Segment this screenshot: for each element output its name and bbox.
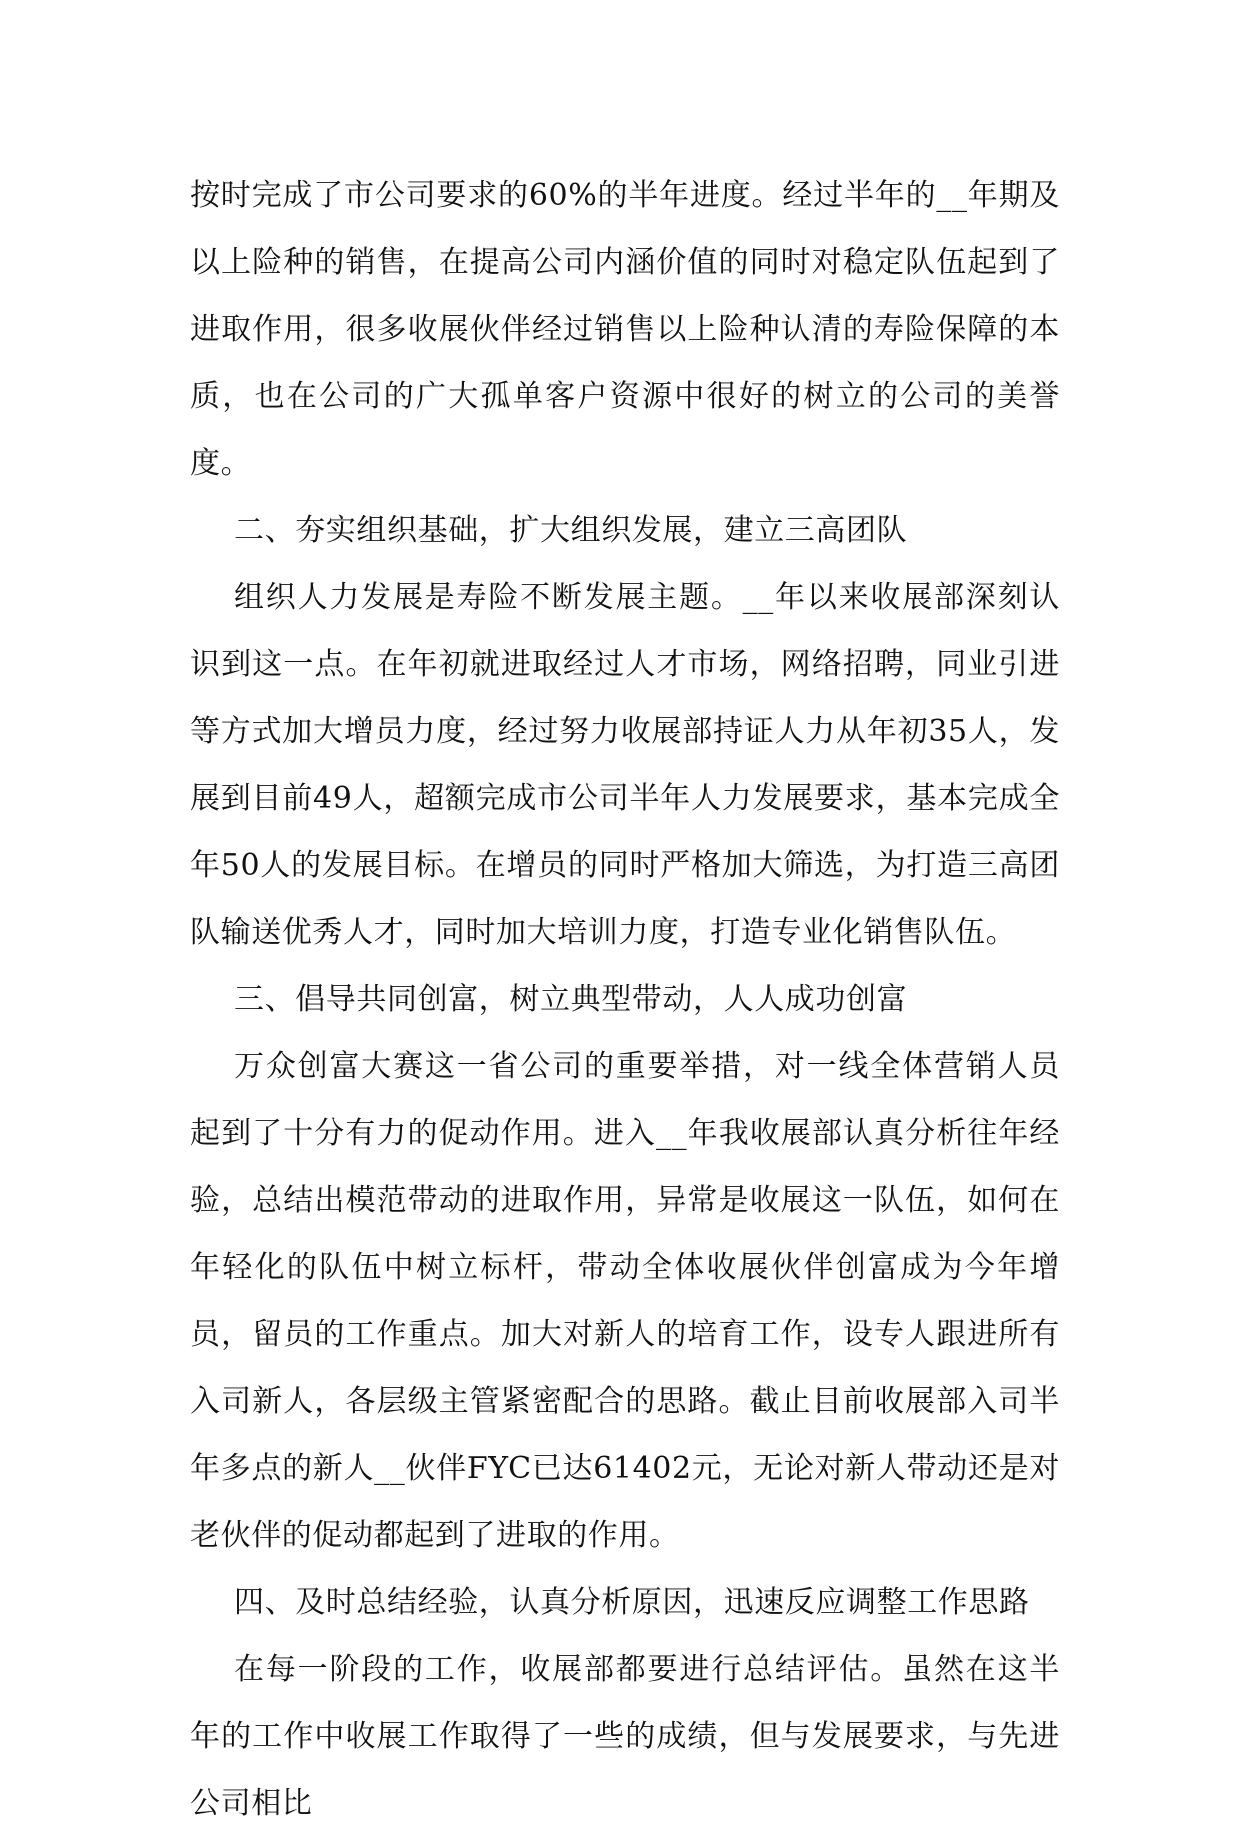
section-heading-experience-summary: 四、及时总结经验，认真分析原因，迅速反应调整工作思路 [234,1585,1030,1620]
section-heading-wealth-creation: 三、倡导共同创富，树立典型带动，人人成功创富 [234,982,908,1017]
section-heading-organization: 二、夯实组织基础，扩大组织发展，建立三高团队 [234,513,908,548]
document-body [190,162,1060,1837]
paragraph-wealth-creation: 万众创富大赛这一省公司的重要举措，对一线全体营销人员起到了十分有力的促动作用。进入__年我收展部认真分析往年经验，总结出模范带动的进取作用，异常是收展这一队伍，如何在年轻化的队伍中树立标杆，带动全体收展伙伴创富成为今年增员，留员的工作重点。加大对新人的培育工作，设专人跟进所有入司新人，各层级主管紧密配合的思路。截止目前收展部入司半年多点的新人__伙伴FYC已达61402元，无论对新人带动还是对老伙伴的促动都起到了进取的作用。 [190,1049,1060,1553]
paragraph-progress-summary: 按时完成了市公司要求的60%的半年进度。经过半年的__年期及以上险种的销售，在提高公司内涵价值的同时对稳定队伍起到了进取作用，很多收展伙伴经过销售以上险种认清的寿险保障的本质，也在公司的广大孤单客户资源中很好的树立的公司的美誉度。 [190,178,1060,481]
paragraph-experience-summary: 在每一阶段的工作，收展部都要进行总结评估。虽然在这半年的工作中收展工作取得了一些的成绩，但与发展要求，与先进公司相比 [190,1652,1060,1821]
paragraph-organization-development: 组织人力发展是寿险不断发展主题。__年以来收展部深刻认识到这一点。在年初就进取经过人才市场，网络招聘，同业引进等方式加大增员力度，经过努力收展部持证人力从年初35人，发展到目前49人，超额完成市公司半年人力发展要求，基本完成全年50人的发展目标。在增员的同时严格加大筛选，为打造三高团队输送优秀人才，同时加大培训力度，打造专业化销售队伍。 [190,580,1060,950]
